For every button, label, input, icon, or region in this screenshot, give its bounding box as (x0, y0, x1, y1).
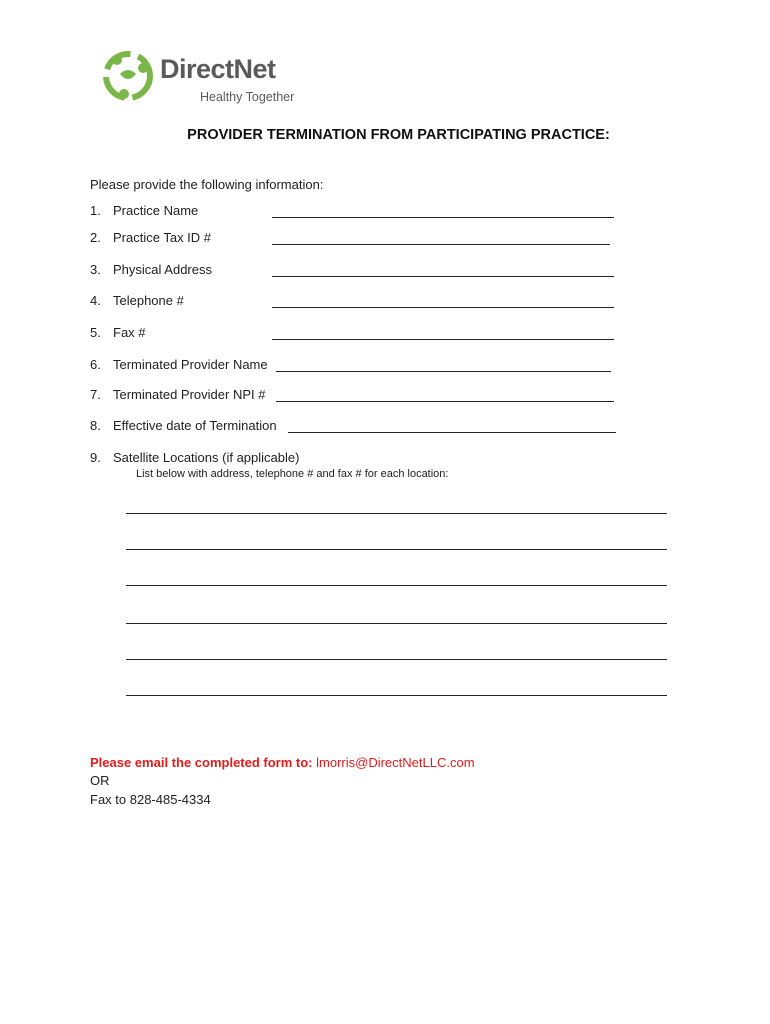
effective-date-input-line[interactable] (288, 432, 616, 433)
field-number: 8. (90, 418, 101, 433)
telephone-input-line[interactable] (272, 307, 614, 308)
field-label: Satellite Locations (if applicable) (113, 450, 300, 465)
physical-address-input-line[interactable] (272, 276, 614, 277)
practice-name-input-line[interactable] (272, 217, 614, 218)
field-label: Physical Address (113, 262, 212, 277)
field-number: 5. (90, 325, 101, 340)
fax-instruction: Fax to 828-485-4334 (90, 792, 211, 807)
field-label: Telephone # (113, 293, 184, 308)
field-label: Effective date of Termination (113, 418, 277, 433)
satellite-location-line[interactable] (126, 585, 667, 586)
field-label: Fax # (113, 325, 146, 340)
satellite-location-line[interactable] (126, 659, 667, 660)
brand-tagline: Healthy Together (200, 90, 295, 104)
satellite-location-line[interactable] (126, 695, 667, 696)
field-number: 4. (90, 293, 101, 308)
brand-name: DirectNet (160, 54, 276, 84)
satellite-instruction: List below with address, telephone # and fax # for each location: (136, 468, 449, 480)
field-number: 7. (90, 387, 101, 402)
field-number: 2. (90, 230, 101, 245)
field-number: 3. (90, 262, 101, 277)
form-intro: Please provide the following information: (90, 177, 324, 192)
field-number: 6. (90, 357, 101, 372)
or-text: OR (90, 773, 110, 788)
field-number: 9. (90, 450, 101, 465)
field-number: 1. (90, 203, 101, 218)
terminated-provider-npi-input-line[interactable] (276, 401, 614, 402)
terminated-provider-name-input-line[interactable] (276, 371, 611, 372)
practice-tax-id-input-line[interactable] (272, 244, 610, 245)
directnet-logo (100, 44, 300, 108)
satellite-location-line[interactable] (126, 623, 667, 624)
fax-input-line[interactable] (272, 339, 614, 340)
satellite-location-line[interactable] (126, 549, 667, 550)
field-label: Terminated Provider NPI # (113, 387, 266, 402)
satellite-location-line[interactable] (126, 513, 667, 514)
email-label: Please email the completed form to: (90, 755, 313, 770)
directnet-logo-icon (100, 44, 156, 104)
field-label: Terminated Provider Name (113, 357, 268, 372)
field-label: Practice Name (113, 203, 199, 218)
field-label: Practice Tax ID # (113, 230, 212, 245)
email-instruction (90, 755, 475, 770)
email-address-link[interactable]: lmorris@DirectNetLLC.com (316, 755, 475, 770)
form-title: PROVIDER TERMINATION FROM PARTICIPATING PRACTICE: (187, 127, 610, 143)
